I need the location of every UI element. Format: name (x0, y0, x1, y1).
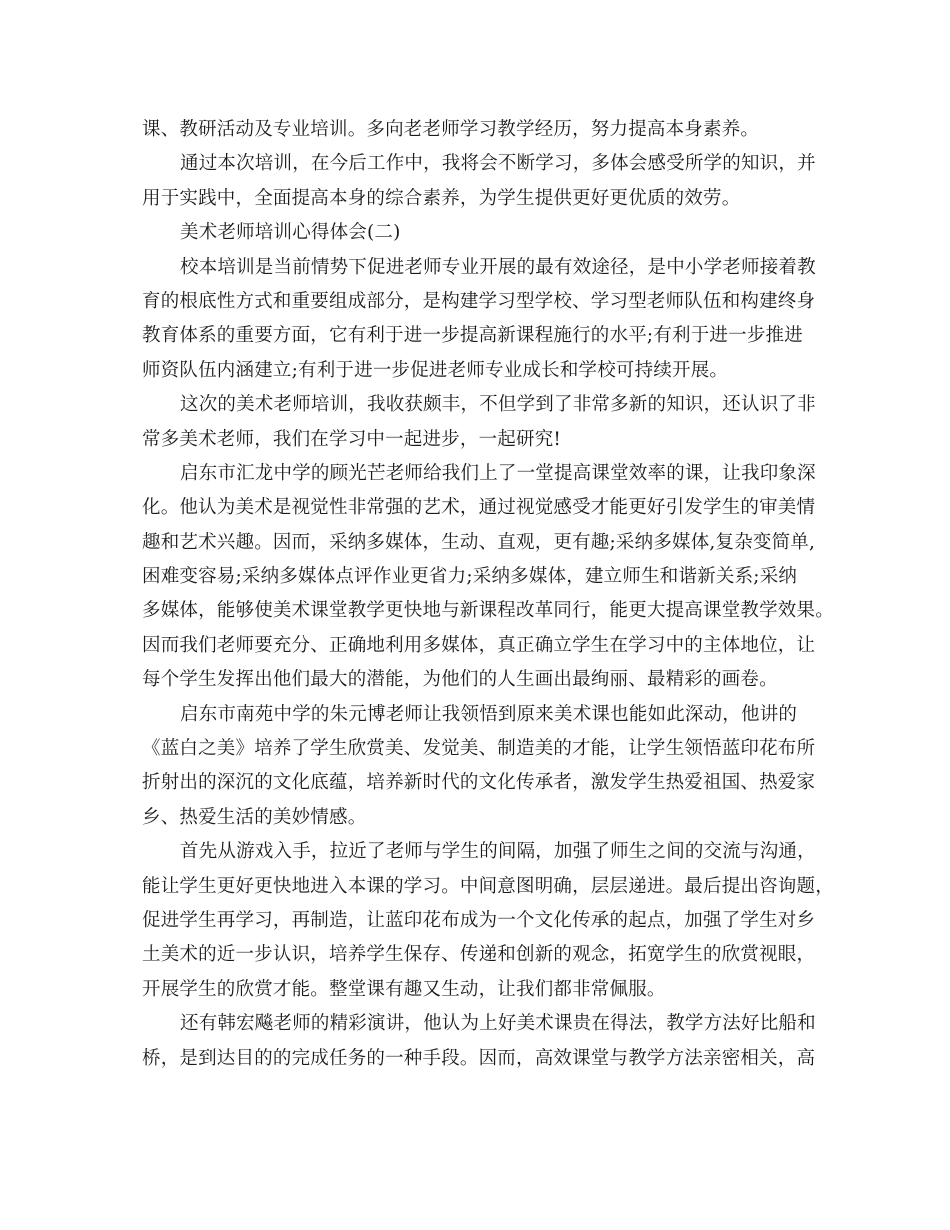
document-body (142, 113, 834, 1076)
text-line: 桥，是到达目的的完成任务的一种手段。因而，高效课堂与教学方法亲密相关，高 (142, 1047, 816, 1069)
text-line: 常多美术老师，我们在学习中一起进步，一起研究! (142, 428, 562, 450)
text-line: 这次的美术老师培训，我收获颇丰，不但学到了非常多新的知识，还认识了非 (180, 394, 816, 416)
text-line: 折射出的深沉的文化底蕴，培养新时代的文化传承者，激发学生热爱祖国、热爱家 (142, 772, 816, 794)
text-line: 《蓝白之美》培养了学生欣赏美、发觉美、制造美的才能，让学生领悟蓝印花布所 (142, 738, 816, 760)
text-line: 困难变容易;采纳多媒体点评作业更省力;采纳多媒体，建立师生和谐新关系;采纳 (142, 566, 798, 588)
text-line: 通过本次培训，在今后工作中，我将会不断学习，多体会感受所学的知识，并 (180, 153, 816, 175)
text-line: 每个学生发挥出他们最大的潜能，为他们的人生画出最绚丽、最精彩的画卷。 (142, 669, 778, 691)
text-line: 首先从游戏入手，拉近了老师与学生的间隔，加强了师生之间的交流与沟通， (180, 841, 816, 863)
text-line: 育的根底性方式和重要组成部分，是构建学习型学校、学习型老师队伍和构建终身 (142, 290, 816, 312)
text-line: 趣和艺术兴趣。因而，采纳多媒体，生动、直观，更有趣;采纳多媒体,复杂变简单, (142, 531, 816, 553)
text-line: 校本培训是当前情势下促进老师专业开展的最有效途径，是中小学老师接着教 (180, 256, 816, 278)
text-line: 因而我们老师要充分、正确地利用多媒体，真正确立学生在学习中的主体地位，让 (142, 634, 816, 656)
text-line: 启东市南苑中学的朱元博老师让我领悟到原来美术课也能如此深动，他讲的 (180, 703, 798, 725)
text-line: 还有韩宏飚老师的精彩演讲，他认为上好美术课贵在得法，教学方法好比船和 (180, 1013, 816, 1035)
text-line: 师资队伍内涵建立;有利于进一步促进老师专业成长和学校可持续开展。 (142, 359, 729, 381)
text-line: 乡、热爱生活的美妙情感。 (142, 806, 367, 828)
text-line: 用于实践中，全面提高本身的综合素养，为学生提供更好更优质的效劳。 (142, 187, 741, 209)
text-line: 开展学生的欣赏才能。整堂课有趣又生动，让我们都非常佩服。 (142, 978, 666, 1000)
text-line: 多媒体，能够使美术课堂教学更快地与新课程改革同行，能更大提高课堂教学效果。 (142, 600, 834, 622)
text-line: 美术老师培训心得体会(二) (180, 222, 401, 244)
text-line: 教育体系的重要方面，它有利于进一步提高新课程施行的水平;有利于进一步推进 (142, 325, 803, 347)
text-line: 能让学生更好更快地进入本课的学习。中间意图明确，层层递进。最后提出咨询题， (142, 875, 834, 897)
text-line: 促进学生再学习，再制造，让蓝印花布成为一个文化传承的起点，加强了学生对乡 (142, 909, 816, 931)
text-line: 化。他认为美术是视觉性非常强的艺术，通过视觉感受才能更好引发学生的审美情 (142, 497, 816, 519)
text-line: 土美术的近一步认识，培养学生保存、传递和创新的观念，拓宽学生的欣赏视眼， (142, 944, 816, 966)
text-line: 启东市汇龙中学的顾光芒老师给我们上了一堂提高课堂效率的课，让我印象深 (180, 462, 816, 484)
text-line: 课、教研活动及专业培训。多向老老师学习教学经历，努力提高本身素养。 (142, 119, 760, 140)
